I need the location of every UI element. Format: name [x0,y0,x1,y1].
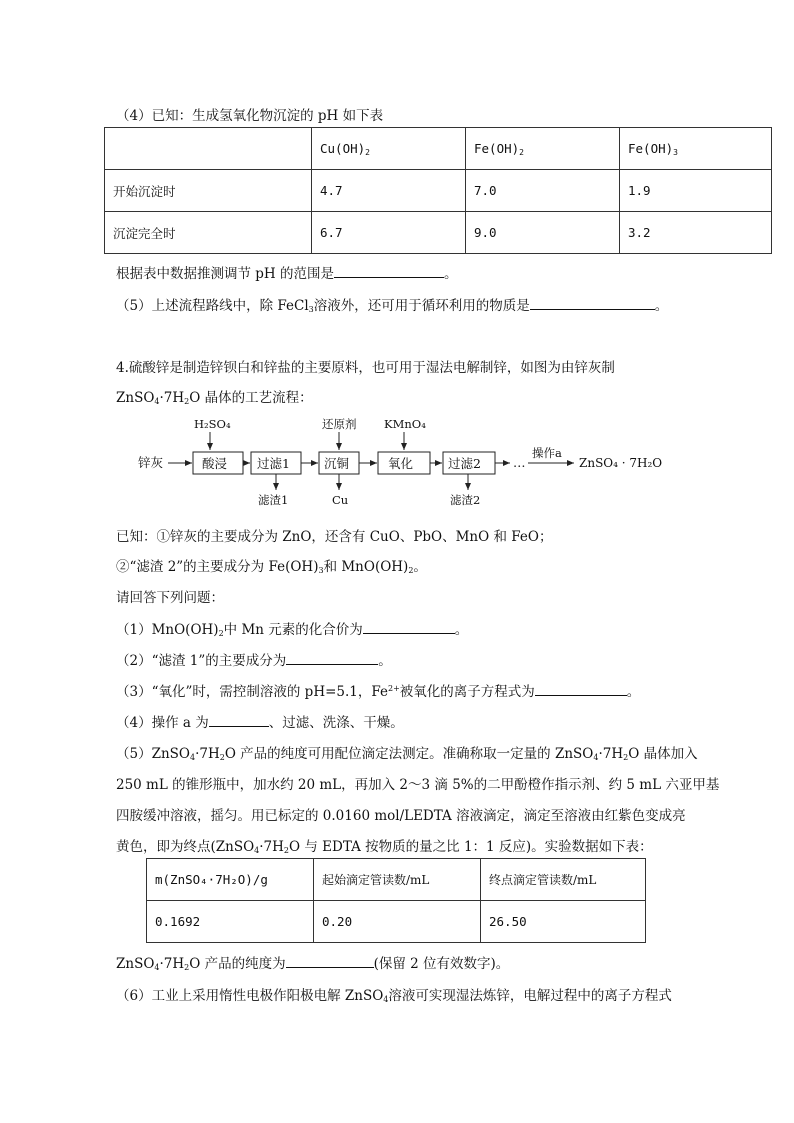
flow-reagent: 还原剂 [322,417,357,431]
titration-cell: 0.20 [314,901,481,943]
flow-step: 过滤1 [257,456,290,471]
subquestion-5-line4: 黄色，即为终点($ZnSO_4\cdot 7H_2O$ 与 EDTA 按物质的量之比 1：1 反应)。实验数据如下表： [116,839,653,855]
subquestion-5-line2: 250 mL 的锥形瓶中，加水约 20 mL，再加入 2～3 滴 5%的二甲酚橙作指示剂、约 5 mL 六亚甲基 [116,777,720,793]
answer-blank[interactable] [535,683,627,696]
flow-output: Cu [332,493,349,507]
subquestion-6: （6）工业上采用惰性电极作阳极电解 ZnSO$_4$溶液可实现湿法炼锌，电解过程中的离子方程式 [116,988,672,1004]
titration-header: 终点滴定管读数/mL [481,859,646,901]
process-flow-diagram [130,410,690,510]
subquestion-5-line3: 四胺缓冲溶液，摇匀。用已标定的 0.0160 mol/LEDTA 溶液滴定，滴定至溶液由红紫色变成亮 [116,808,686,824]
flow-dots: … [513,455,526,470]
problem4-line1: 4.硫酸锌是制造锌钡白和锌盐的主要原料，也可用于湿法电解制锌，如图为由锌灰制 [116,360,615,376]
flow-start: 锌灰 [138,455,164,470]
answer-blank[interactable] [286,955,374,968]
flow-step: 沉铜 [324,456,350,471]
ph-table-cell: 1.9 [620,170,772,212]
q5-question: （5）上述流程路线中，除 FeCl$_3$溶液外，还可用于循环利用的物质是 。 [116,298,669,314]
ph-table-header: $Cu(OH)_2$ [312,128,466,170]
ph-table-header: $Fe(OH)_2$ [466,128,620,170]
answer-blank[interactable] [286,652,378,665]
subquestion-5-line1: $(5)ZnSO_4\cdot 7H_2O$ 产品的纯度可用配位滴定法测定。准确称取一定量的 $ZnSO_4\cdot 7H_2O$ 晶体加入 [116,746,698,762]
titration-header: m(ZnSO₄·7H₂O)/g [147,859,314,901]
flow-op: 操作a [532,446,562,460]
flow-output: 滤渣2 [450,493,481,507]
flow-output: 滤渣1 [258,493,289,507]
ph-table-header: $Fe(OH)_3$ [620,128,772,170]
answer-blank[interactable] [209,714,269,727]
titration-header: 起始滴定管读数/mL [314,859,481,901]
problem4-line2: $ZnSO_4\cdot 7H_2O$ 晶体的工艺流程： [116,390,313,406]
titration-cell: 0.1692 [147,901,314,943]
known-2: ②“滤渣 2”的主要成分为 $Fe(OH)_3$和 $MnO(OH)_2$。 [116,559,427,575]
ph-table-cell: 9.0 [466,212,620,254]
subquestion-1: $(1)MnO(OH)_2$中 Mn 元素的化合价为 。 [116,622,469,638]
ph-table-cell: 3.2 [620,212,772,254]
titration-table [146,858,646,943]
ph-table-cell: 7.0 [466,170,620,212]
ph-table-cell: 6.7 [312,212,466,254]
answer-blank[interactable] [530,297,655,310]
ph-table-cell: 4.7 [312,170,466,212]
ph-table [104,127,772,254]
answer-prompt: 请回答下列问题： [116,590,224,606]
q4-intro: （4）已知：生成氢氧化物沉淀的 pH 如下表 [116,108,384,124]
ph-table-corner [105,128,312,170]
flow-product: ZnSO₄ · 7H₂O [579,456,663,470]
flow-reagent: KMnO₄ [384,417,426,431]
known-1: 已知：①锌灰的主要成分为 ZnO，还含有 CuO、PbO、MnO 和 FeO； [116,529,553,545]
flow-reagent: H₂SO₄ [194,417,231,431]
flow-step: 氧化 [388,456,414,471]
ph-table-row-label: 沉淀完全时 [105,212,312,254]
purity-question: $ZnSO_4\cdot 7H_2O$ 产品的纯度为 (保留 2 位有效数字)。 [116,956,510,972]
answer-blank[interactable] [363,621,455,634]
subquestion-4: （4）操作 a 为 、过滤、洗涤、干燥。 [116,715,404,731]
flow-step: 过滤2 [448,456,481,471]
subquestion-2: （2）“滤渣 1”的主要成分为 。 [116,653,392,669]
answer-blank[interactable] [334,265,444,278]
flow-step: 酸浸 [202,456,228,471]
titration-cell: 26.50 [481,901,646,943]
q4-question: 根据表中数据推测调节 pH 的范围是 。 [116,266,458,282]
subquestion-3: （3）“氧化”时，需控制溶液的 pH=5.1，$Fe^{2+}$被氧化的离子方程式为 。 [116,684,641,700]
ph-table-row-label: 开始沉淀时 [105,170,312,212]
